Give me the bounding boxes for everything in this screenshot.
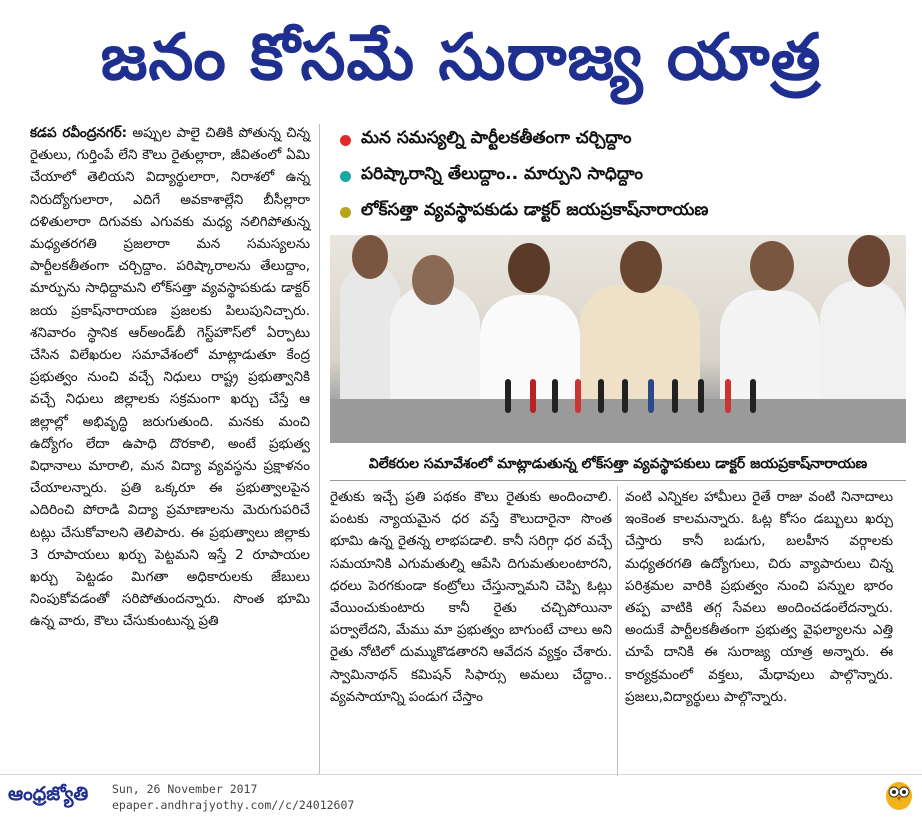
highlight-text: పరిష్కారాన్ని తేలుద్దాం.. మార్పుని సాధిద్దాం [361, 164, 643, 184]
press-meet-photo [330, 235, 906, 443]
highlights [336, 122, 906, 230]
olive-dot-icon [340, 207, 351, 218]
headline: జనం కోసమే సురాజ్య యాత్ర [100, 21, 822, 95]
column-divider [617, 486, 618, 776]
article-column-3: వంటి ఎన్నికల హామీలు రైతే రాజు వంటి నినాదాలు ఇంకెంత కాలమన్నారు. ఓట్ల కోసం డబ్బులు ఖర్చు చేస్తారు కానీ బడుగు, బలహీన వర్గాలకు మధ్యతరగతి ఉద్యోగులు, చిరు వ్యాపారులు చిన్న పరిశ్రమల వారికి ప్రభుత్వం నుంచి పన్నుల భారం తప్ప వాటికి తగ్గ సేవలు అందించడంలేదన్నారు. అందుకే పార్టీలకతీతంగా ప్రభుత్వ వైఫల్యాలను ఎత్తి చూపే దానికి ఈ సురాజ్య యాత్ర అన్నారు. ఈ కార్యక్రమంలో వక్తలు, మేధావులు పాల్గొన్నారు. ప్రజలు,విద్యార్థులు పాల్గొన్నారు. [625, 489, 893, 705]
footer-meta [112, 781, 354, 813]
photo-caption: విలేకరుల సమావేశంలో మాట్లాడుతున్న లోక్‌సత్తా వ్యవస్థాపకులు డాక్టర్ జయప్రకాష్‌నారాయణ [368, 456, 868, 472]
teal-dot-icon [340, 171, 351, 182]
newspaper-logo[interactable]: ఆంధ్రజ్యోతి [8, 783, 89, 805]
dateline: కడప రవీంద్రనగర్: [30, 125, 128, 141]
column-1-text: అప్పుల పాలై చితికి పోతున్న చిన్న రైతులు, గుర్తింపే లేని కౌలు రైతుల్లారా, జీవితంలో ఏమి చేయాలో తెలియని విద్యార్థులారా, నిరాశలో ఉన్న నిరుద్యోగులారా, ఎదిగే అవకాశాల్లేని బీసీల్లారా దళితులారా దిగువకు ఎగువకు మధ్య నలిగిపోతున్న మధ్యతరగతి ప్రజలారా మన సమస్యలను పార్టీలకతీతంగా చర్చిద్దాం. పరిష్కారాలను తేలుద్దాం, మార్పును సాధిద్దామని లోక్‌సత్తా వ్యవస్థాపకుడు డాక్టర్ జయ ప్రకాష్‌నారాయణ ప్రజలకు పిలుపునిచ్చారు. శనివారం స్థానిక ఆర్‌అండ్‌బీ గెస్ట్‌హౌస్‌లో ఏర్పాటు చేసిన విలేఖరుల సమావేశంలో మాట్లాడుతూ కేంద్ర ప్రభుత్వం నుంచి వచ్చే నిధులు రాష్ట్ర ప్రభుత్వానికి వచ్చే నిధులు జిల్లాలకు సక్రమంగా ఖర్చు చేస్తే ఆ జిల్లాల్లో అభివృద్ధి జరుగుతుంది. మనకు మంచి ఉద్యోగం లేదా ఉపాధి దొరకాలి, అంటే ప్రభుత్వ విధానాలు మారాలి, మన విద్యా వ్యవస్థను ప్రక్షాళనం చేయాలన్నారు. ప్రతి ఒక్కరూ ఈ ప్రభుత్వాలపైన ఎదిరించి పోరాడి విద్యా ప్రమాణాలను మెరుగుపరిచే టట్లు చేసుకోవాలని తెలిపారు. ఈ ప్రభుత్వాలు జిల్లాకు 3 రూపాయలు ఖర్చు పెట్టమని ఇస్తే 2 రూపాయల ఖర్చు పెట్టడం మిగతా అధికారులకు జేబులు నింపుకోవడంతో సరిపోతుందన్నారు. సొంత భూమి ఉన్న వారు, కౌలు చేసుకుంటున్న ప్రతి [30, 125, 310, 630]
article-column-1 [30, 122, 310, 633]
epaper-link[interactable]: epaper.andhrajyothy.com//c/24012607 [112, 798, 355, 812]
red-dot-icon [340, 135, 351, 146]
footer [0, 774, 922, 817]
highlight-1 [336, 122, 906, 158]
caption-divider [330, 480, 906, 481]
edition-date: Sun, 26 November 2017 [112, 782, 258, 796]
highlight-3 [336, 194, 906, 230]
highlight-2 [336, 158, 906, 194]
article-column-2: రైతుకు ఇచ్చే ప్రతి పథకం కౌలు రైతుకు అందించాలి. పంటకు న్యాయమైన ధర వస్తే కౌలుదారైనా సొంత భూమి ఉన్న రైతన్న లాభపడాలి. కానీ సరిగ్గా ధర వచ్చే సమయానికి ఎగుమతుల్ని ఆపేసి దిగుమతులంటారని, ధరలు పెరగకుండా కంట్రోలు చేస్తున్నామని చెప్పి ఓట్లు వేయించుకుంటారు కానీ రైతు చచ్చిపోయినా పర్వాలేదని, మేము మా ప్రభుత్వం బాగుంటే చాలు అని రైతు నోటిలో దుమ్ముకొడతారని ఆవేదన వ్యక్తం చేశారు. స్వామినాథన్ కమిషన్ సిఫార్సు అమలు చేద్దాం.. వ్యవసాయాన్ని పండుగ చేస్తాం [330, 489, 612, 705]
highlight-text: లోక్‌సత్తా వ్యవస్థాపకుడు డాక్టర్ జయప్రకాష్‌నారాయణ [361, 200, 709, 220]
highlight-text: మన సమస్యల్ని పార్టీలకతీతంగా చర్చిద్దాం [361, 128, 632, 148]
owl-icon [884, 777, 914, 811]
column-divider [319, 124, 320, 774]
